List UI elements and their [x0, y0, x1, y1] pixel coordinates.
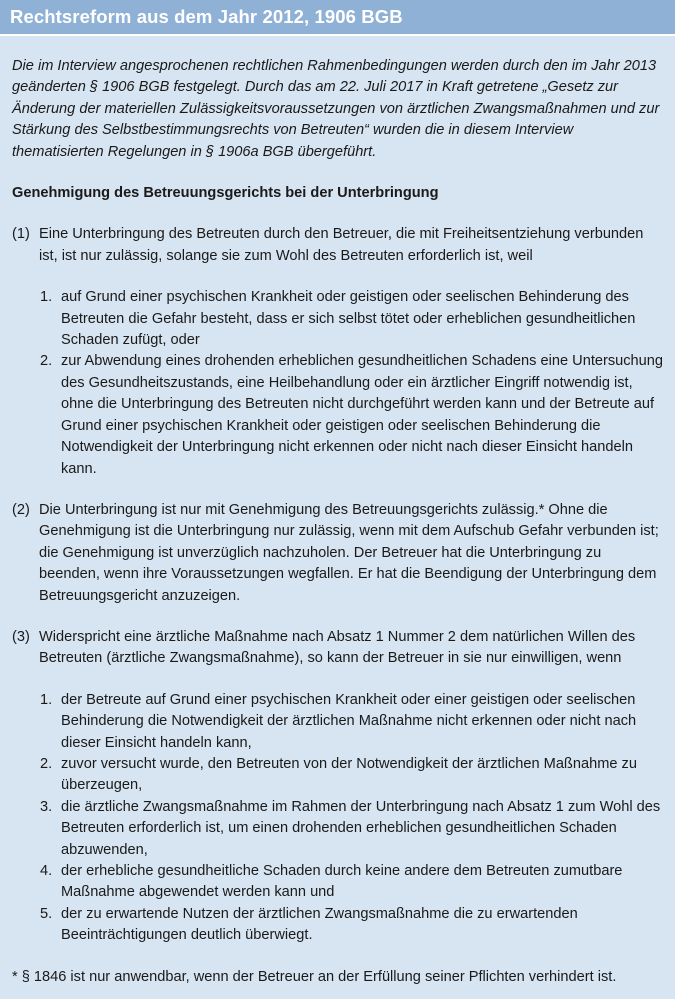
item-text: der zu erwartende Nutzen der ärztlichen Zwangsmaßnahme die zu erwartenden Beeinträchtigungen deutlich überwiegt. — [61, 905, 578, 944]
item-number: 2. — [40, 353, 53, 370]
paragraph-1-items — [12, 287, 664, 480]
section-heading: Genehmigung des Betreuungsgerichts bei der Unterbringung — [12, 185, 439, 202]
paragraph-number: (2) — [12, 501, 30, 518]
paragraph-text: Die Unterbringung ist nur mit Genehmigung des Betreuungsgerichts zulässig.* Ohne die Genehmigung ist die Unterbringung nur zulässig, wenn mit dem Aufschub Gefahr verbunden ist; die Genehmigung ist unverzüglich nachzuholen. Der Betreuer hat die Unterbringung zu beenden, wenn ihre Voraussetzungen wegfallen. Er hat die Beendigung der Unterbringung dem Betreuungsgericht anzuzeigen. — [39, 501, 659, 604]
list-item — [12, 351, 664, 479]
item-text: die ärztliche Zwangsmaßnahme im Rahmen der Unterbringung nach Absatz 1 zum Wohl des Betreuten erforderlich ist, um einen drohenden erheblichen gesundheitlichen Schaden abzuwenden, — [61, 798, 661, 858]
item-number: 2. — [40, 755, 53, 772]
paragraph-text: Eine Unterbringung des Betreuten durch den Betreuer, die mit Freiheitsentziehung verbunden ist, ist nur zulässig, solange sie zum Wohl des Betreuten erforderlich ist, weil — [39, 226, 644, 264]
list-item — [12, 287, 664, 351]
item-text: der erhebliche gesundheitliche Schaden durch keine andere dem Betreuten zumutbare Maßnahme abgewendet werden kann und — [61, 863, 623, 901]
list-item — [12, 861, 664, 904]
item-number: 3. — [40, 798, 53, 815]
paragraph-number: (3) — [12, 628, 30, 645]
list-item — [12, 754, 664, 797]
item-number: 4. — [40, 863, 53, 879]
paragraph-3-items — [12, 690, 664, 947]
item-text: auf Grund einer psychischen Krankheit oder geistigen oder seelischen Behinderung des Betreuten die Gefahr besteht, dass er sich selbst tötet oder erheblichen gesundheitlichen Schaden zufügt, oder — [61, 289, 636, 349]
item-text: der Betreute auf Grund einer psychischen Krankheit oder einer geistigen oder seelischen Behinderung die Notwendigkeit der ärztlichen Maßnahme nicht erkennen oder nicht nach dieser Einsicht handeln kann, — [61, 691, 637, 751]
paragraph-number: (1) — [12, 226, 30, 243]
item-text: zuvor versucht wurde, den Betreuten von der Notwendigkeit der ärztlichen Maßnahme zu überzeugen, — [61, 755, 637, 794]
list-item — [12, 797, 664, 861]
paragraph-3 — [12, 627, 664, 670]
item-text: zur Abwendung eines drohenden erheblichen gesundheitlichen Schadens eine Untersuchung des Gesundheitszustands, eine Heilbehandlung oder ein ärztlicher Eingriff notwendig ist, ohne die Unterbringung des Betreuten nicht durchgeführt werden kann und der Betreute auf Grund einer psychischen Krankheit oder geistigen oder seelischen Behinderung die Notwendigkeit der Unterbringung nicht erkennen oder nicht nach dieser Einsicht handeln kann. — [61, 353, 664, 477]
intro-text: Die im Interview angesprochenen rechtlichen Rahmenbedingungen werden durch den im Jahr 2013 geänderten § 1906 BGB festgelegt. Durch das am 22. Juli 2017 in Kraft getretene „Gesetz zur Änderung der materiellen Zulässigkeitsvoraussetzungen von ärztlichen Zwangsmaßnahmen und zur Stärkung des Selbstbestimmungsrechts von Betreuten“ wurden die in diesem Interview thematisierten Regelungen in § 1906a BGB übergeführt. — [12, 58, 660, 160]
box-title: Rechtsreform aus dem Jahr 2012, 1906 BGB — [10, 6, 403, 27]
item-number: 1. — [40, 691, 53, 708]
title-bar — [0, 0, 675, 36]
paragraph-2 — [12, 500, 664, 607]
box-content — [12, 56, 664, 988]
paragraph-1 — [12, 224, 664, 267]
item-number: 5. — [40, 905, 53, 922]
item-number: 1. — [40, 289, 53, 306]
footnote: * § 1846 ist nur anwendbar, wenn der Betreuer an der Erfüllung seiner Pflichten verhindert ist. — [12, 968, 617, 985]
list-item — [12, 690, 664, 754]
list-item — [12, 904, 664, 947]
paragraph-text: Widerspricht eine ärztliche Maßnahme nach Absatz 1 Nummer 2 dem natürlichen Willen des Betreuten (ärztliche Zwangsmaßnahme), so kann der Betreuer in sie nur einwilligen, wenn — [39, 628, 636, 667]
